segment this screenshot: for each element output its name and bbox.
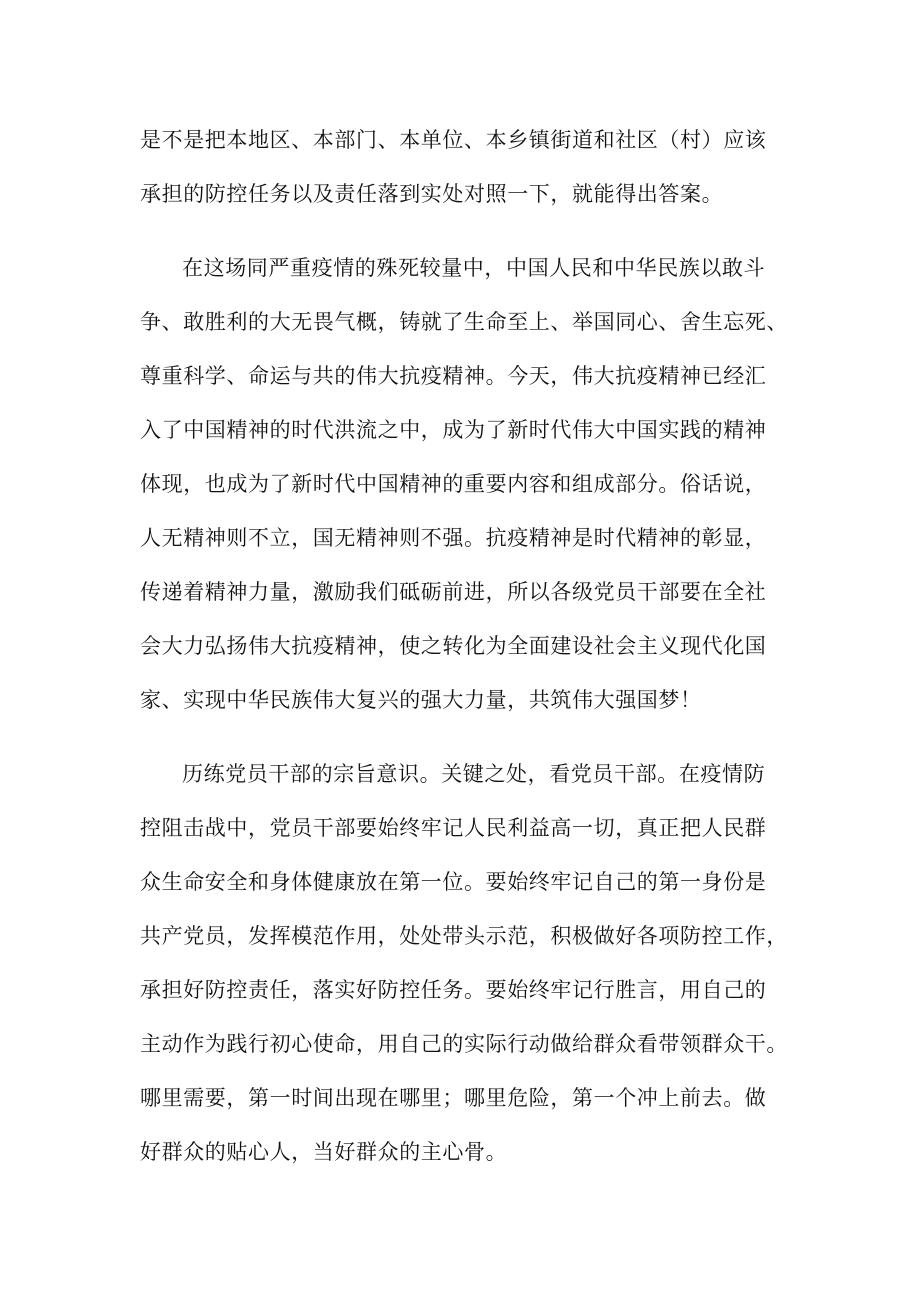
text-line: 争、敢胜利的大无畏气概，铸就了生命至上、举国同心、舍生忘死、 <box>140 310 788 334</box>
text-line: 人无精神则不立，国无精神则不强。抗疫精神是时代精神的彰显， <box>140 526 767 550</box>
text-line: 会大力弘扬伟大抗疫精神，使之转化为全面建设社会主义现代化国 <box>140 634 767 658</box>
text-line: 控阻击战中，党员干部要始终牢记人民利益高一切，真正把人民群 <box>140 816 767 840</box>
text-line: 尊重科学、命运与共的伟大抗疫精神。今天，伟大抗疫精神已经汇 <box>140 364 767 388</box>
text-line: 在这场同严重疫情的殊死较量中，中国人民和中华民族以敢斗 <box>182 256 766 280</box>
text-line: 众生命安全和身体健康放在第一位。要始终牢记自己的第一身份是 <box>140 870 767 894</box>
text-line: 承担的防控任务以及责任落到实处对照一下，就能得出答案。 <box>140 182 724 206</box>
text-line: 哪里需要，第一时间出现在哪里；哪里危险，第一个冲上前去。做 <box>140 1086 767 1110</box>
text-line: 承担好防控责任，落实好防控任务。要始终牢记行胜言，用自己的 <box>140 978 767 1002</box>
text-line: 入了中国精神的时代洪流之中，成为了新时代伟大中国实践的精神 <box>140 418 767 442</box>
text-line: 好群众的贴心人，当好群众的主心骨。 <box>140 1140 508 1164</box>
text-line: 家、实现中华民族伟大复兴的强大力量，共筑伟大强国梦！ <box>140 688 702 712</box>
text-line: 传递着精神力量，激励我们砥砺前进，所以各级党员干部要在全社 <box>140 580 767 604</box>
text-line: 共产党员，发挥模范作用，处处带头示范，积极做好各项防控工作， <box>140 924 788 948</box>
text-line: 主动作为践行初心使命，用自己的实际行动做给群众看带领群众干。 <box>140 1032 788 1056</box>
text-line: 是不是把本地区、本部门、本单位、本乡镇街道和社区（村）应该 <box>140 128 767 152</box>
text-line: 历练党员干部的宗旨意识。关键之处，看党员干部。在疫情防 <box>182 762 766 786</box>
text-line: 体现，也成为了新时代中国精神的重要内容和组成部分。俗话说， <box>140 472 767 496</box>
